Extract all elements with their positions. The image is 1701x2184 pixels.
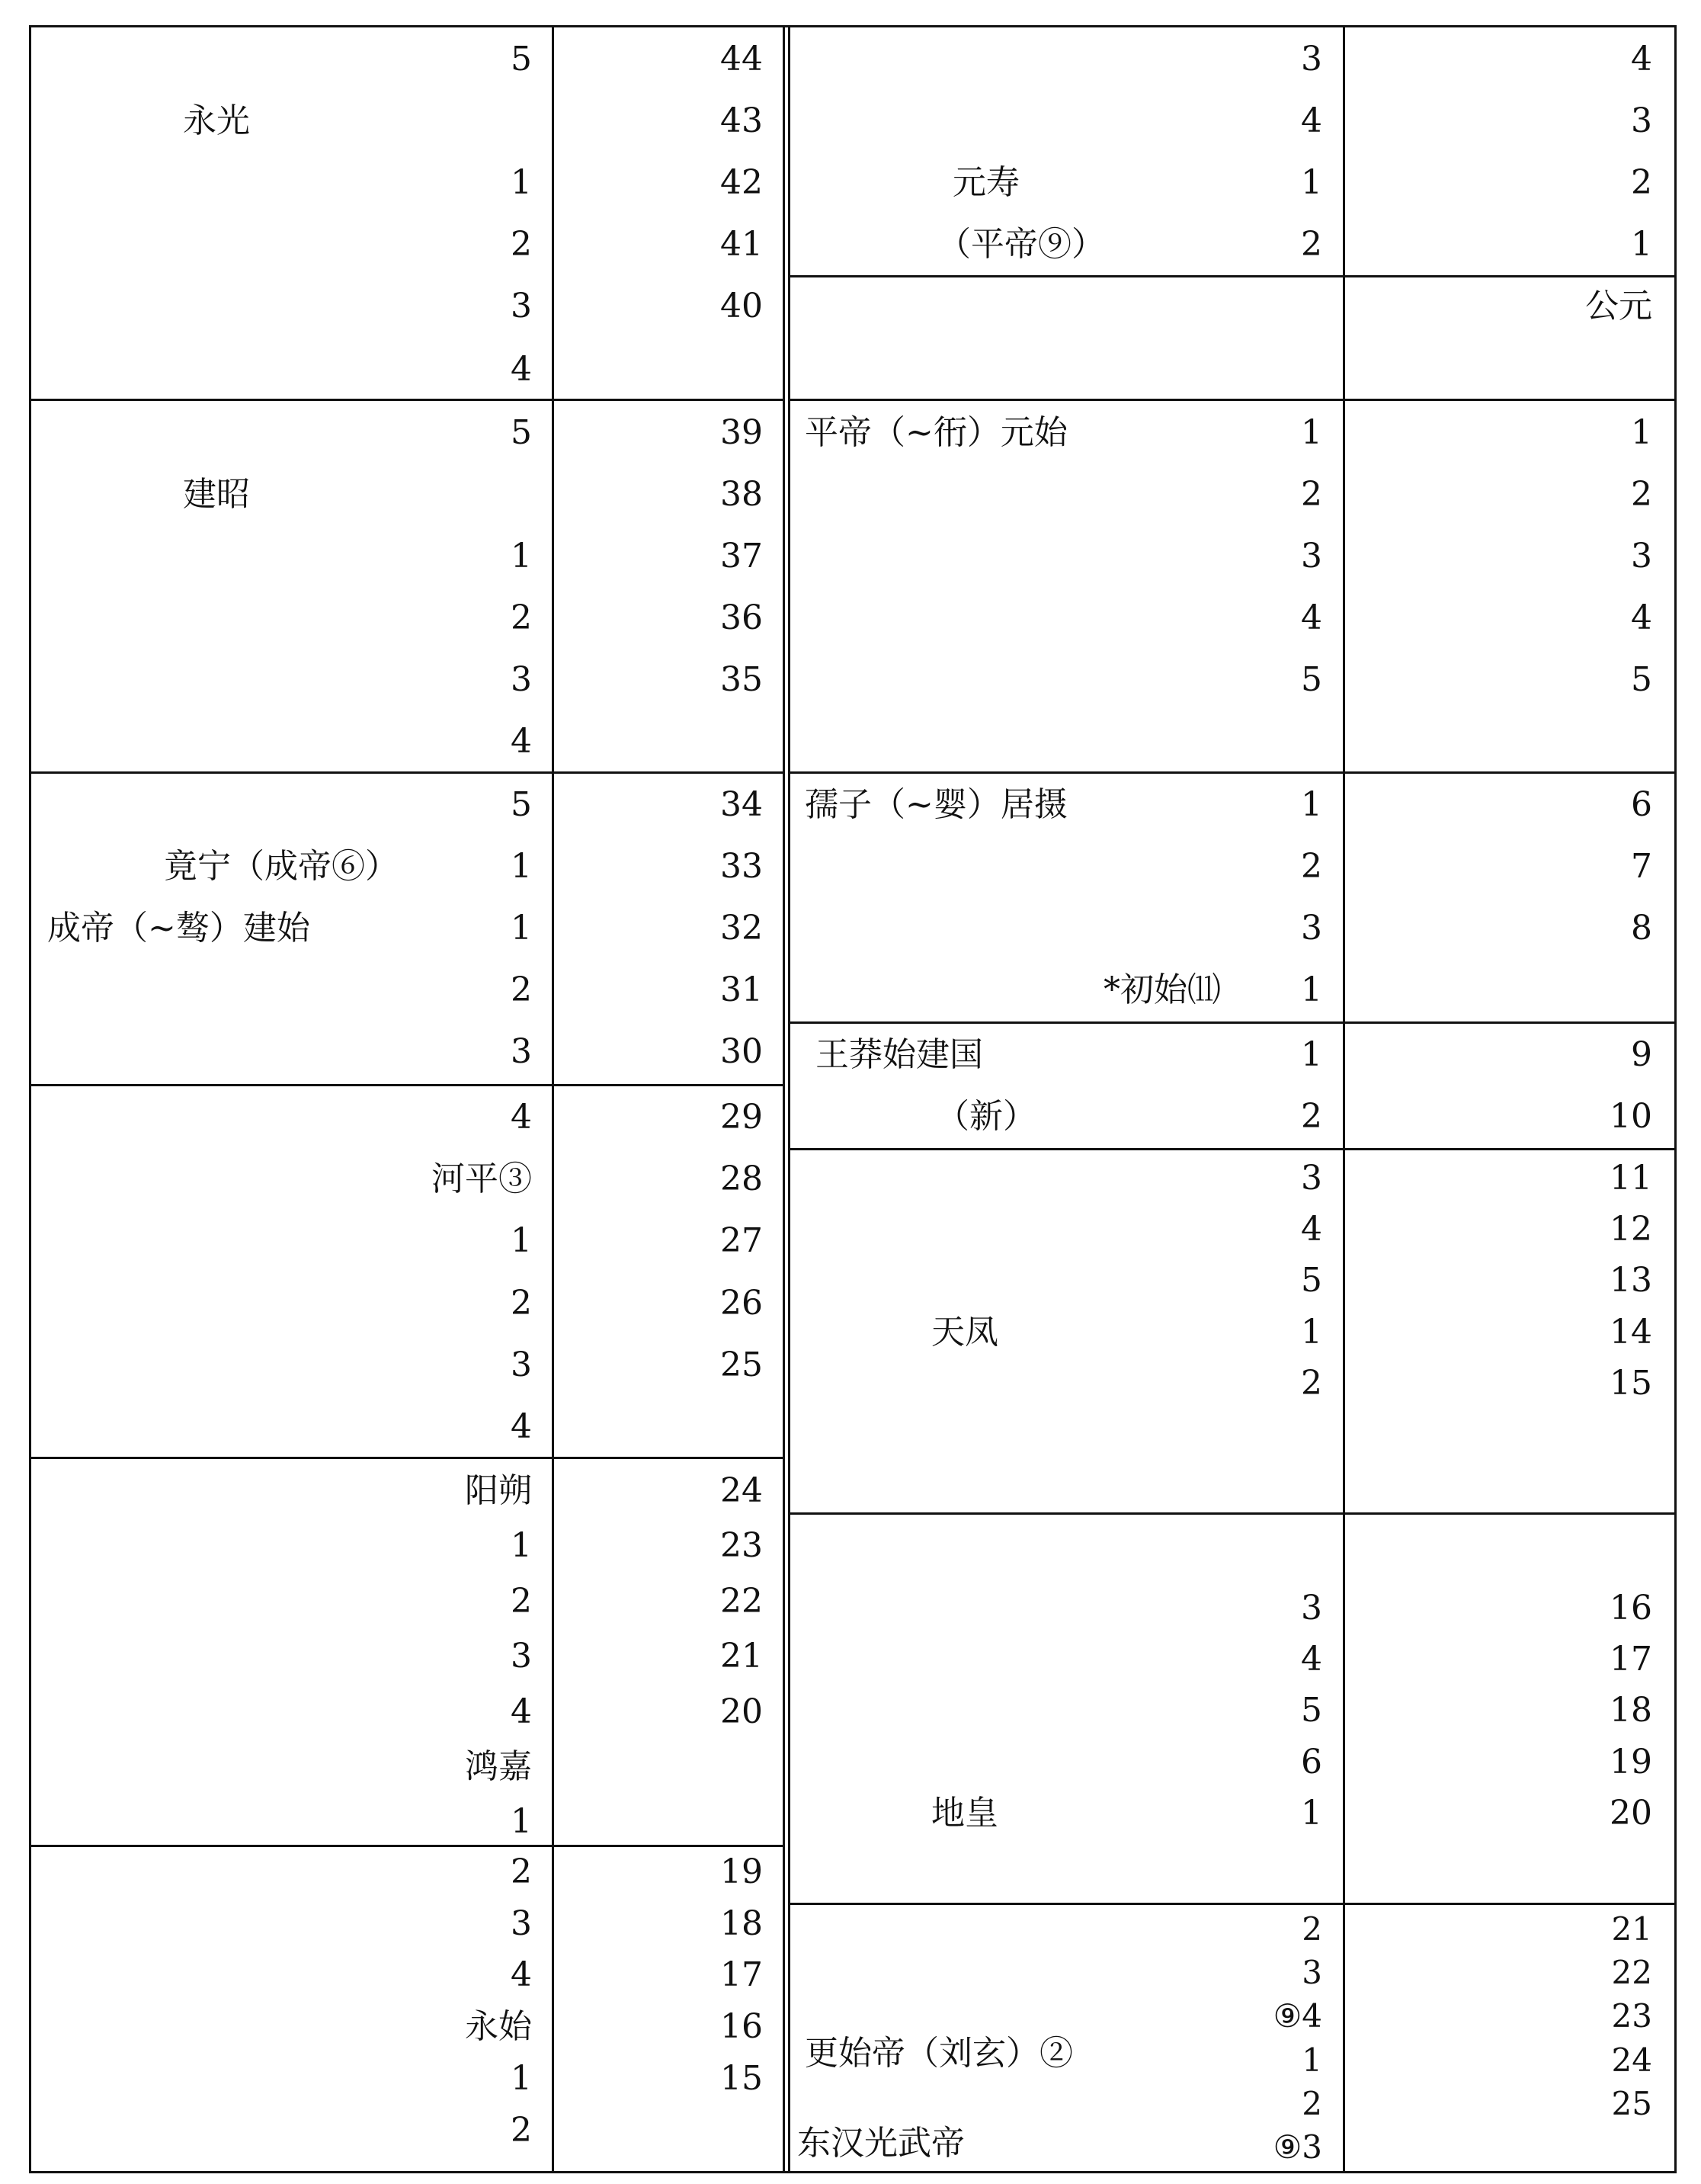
regnal-year: 3 <box>1301 40 1322 79</box>
regnal-year: 5 <box>1301 1691 1322 1730</box>
regnal-year: 1 <box>1301 785 1322 824</box>
regnal-year: 5 <box>1301 660 1322 699</box>
bc-year: 41 <box>720 225 763 264</box>
ad-year: 3 <box>1631 101 1652 140</box>
right-sep-7 <box>788 1903 1677 1905</box>
right-col-divider <box>1343 25 1345 2173</box>
era-label: 平帝（~衎）元始 <box>805 413 1068 452</box>
regnal-year: 4 <box>511 1955 532 1994</box>
era-label: 王莽始建国 <box>815 1035 983 1074</box>
regnal-year: 4 <box>511 1407 532 1446</box>
regnal-year: ⑨3 <box>1273 2128 1322 2166</box>
regnal-year: 1 <box>511 2059 532 2098</box>
regnal-year: 2 <box>511 2111 532 2150</box>
bc-year: 18 <box>720 1904 763 1943</box>
bc-year: 20 <box>720 1692 763 1731</box>
regnal-year: 2 <box>1301 475 1322 514</box>
regnal-year: 3 <box>511 1637 532 1676</box>
era-label: （平帝⑨） <box>937 225 1105 264</box>
regnal-year: 2 <box>511 225 532 264</box>
regnal-year: 3 <box>1301 1589 1322 1628</box>
regnal-year: 2 <box>511 1284 532 1323</box>
regnal-year: 2 <box>511 598 532 637</box>
bc-year: 15 <box>720 2059 763 2098</box>
regnal-year: 5 <box>511 413 532 452</box>
bc-year: 21 <box>720 1637 763 1676</box>
regnal-year: 2 <box>1301 1364 1322 1403</box>
right-sep-5 <box>788 1148 1677 1150</box>
era-label: 永光 <box>183 101 250 140</box>
regnal-year: 永始 <box>465 2007 532 2046</box>
bc-year: 44 <box>720 40 763 79</box>
bc-year: 40 <box>720 287 763 326</box>
regnal-year: 2 <box>1301 225 1322 264</box>
regnal-year: 1 <box>1301 1035 1322 1074</box>
right-sep-2 <box>788 399 1677 401</box>
bc-year: 28 <box>720 1159 763 1198</box>
regnal-year: 鸿嘉 <box>465 1747 532 1786</box>
regnal-year: 4 <box>1301 598 1322 637</box>
left-sep-1 <box>29 399 785 401</box>
ad-year: 2 <box>1631 163 1652 202</box>
ad-year: 12 <box>1610 1210 1652 1249</box>
regnal-year: 5 <box>511 785 532 824</box>
regnal-year: 1 <box>1302 2041 1322 2079</box>
era-label: 更始帝（刘玄）② <box>805 2034 1073 2073</box>
bc-year: 34 <box>720 785 763 824</box>
left-sep-2 <box>29 771 785 774</box>
era-label: （新） <box>936 1097 1036 1136</box>
regnal-year: 2 <box>1302 2085 1322 2122</box>
ad-year: 9 <box>1631 1035 1652 1074</box>
bc-year: 19 <box>720 1852 763 1891</box>
regnal-year: 1 <box>1301 163 1322 202</box>
bc-year: 36 <box>720 598 763 637</box>
bc-year: 16 <box>720 2007 763 2046</box>
era-label: 孺子（~婴）居摄 <box>805 785 1068 824</box>
ad-year: 1 <box>1631 413 1652 452</box>
regnal-year: 河平③ <box>431 1159 532 1198</box>
regnal-year: 1 <box>511 1526 532 1565</box>
era-label: 东汉光武帝 <box>797 2124 965 2163</box>
regnal-year: 2 <box>511 970 532 1009</box>
bc-year: 35 <box>720 660 763 699</box>
left-col-divider <box>552 25 554 2173</box>
regnal-year: 4 <box>511 722 532 761</box>
bc-year: 39 <box>720 413 763 452</box>
bc-year: 17 <box>720 1955 763 1994</box>
ad-header: 公元 <box>1585 287 1652 326</box>
regnal-year: 1 <box>1301 1794 1322 1833</box>
regnal-year: 4 <box>1301 1640 1322 1679</box>
regnal-year: 4 <box>1301 1210 1322 1249</box>
regnal-year: 3 <box>1301 537 1322 576</box>
regnal-year: 1 <box>1301 413 1322 452</box>
regnal-year: 1 <box>511 909 532 948</box>
ad-year: 22 <box>1611 1954 1652 1991</box>
regnal-year: 6 <box>1301 1743 1322 1782</box>
ad-year: 10 <box>1610 1097 1652 1136</box>
regnal-year: 5 <box>1301 1261 1322 1300</box>
bc-year: 27 <box>720 1221 763 1260</box>
bc-year: 25 <box>720 1345 763 1384</box>
era-label: 成帝（~骜）建始 <box>47 909 310 948</box>
regnal-year: 3 <box>511 287 532 326</box>
bc-year: 30 <box>720 1032 763 1071</box>
ad-year: 5 <box>1631 660 1652 699</box>
ad-year: 8 <box>1631 909 1652 948</box>
era-label: 天凤 <box>931 1313 998 1352</box>
bc-year: 22 <box>720 1582 763 1621</box>
ad-year: 15 <box>1610 1364 1652 1403</box>
ad-year: 4 <box>1631 40 1652 79</box>
frame-top <box>29 25 1677 27</box>
ad-year: 14 <box>1610 1313 1652 1352</box>
ad-year: 19 <box>1610 1743 1652 1782</box>
ad-year: 17 <box>1610 1640 1652 1679</box>
left-sep-5 <box>29 1845 785 1847</box>
ad-year: 1 <box>1631 225 1652 264</box>
bc-year: 29 <box>720 1098 763 1137</box>
bc-year: 24 <box>720 1471 763 1510</box>
ad-year: 11 <box>1610 1159 1652 1198</box>
regnal-year: 1 <box>511 1221 532 1260</box>
regnal-year: 3 <box>1302 1954 1322 1991</box>
ad-year: 7 <box>1631 847 1652 886</box>
bc-year: 42 <box>720 163 763 202</box>
regnal-year: 4 <box>511 1692 532 1731</box>
regnal-year: 阳朔 <box>465 1471 532 1510</box>
regnal-year: 4 <box>511 350 532 389</box>
ad-year: 25 <box>1611 2085 1652 2122</box>
bc-year: 23 <box>720 1526 763 1565</box>
regnal-year: 5 <box>511 40 532 79</box>
regnal-year: 3 <box>511 1345 532 1384</box>
regnal-year: 1 <box>511 1802 532 1841</box>
ad-year: 6 <box>1631 785 1652 824</box>
regnal-year: ⑨4 <box>1273 1997 1322 2035</box>
ad-year: 3 <box>1631 537 1652 576</box>
left-sep-3 <box>29 1084 785 1086</box>
ad-year: 24 <box>1611 2041 1652 2079</box>
frame-left <box>29 25 31 2173</box>
regnal-year: 3 <box>511 660 532 699</box>
regnal-year: 3 <box>1301 1159 1322 1198</box>
regnal-year: 2 <box>511 1582 532 1621</box>
regnal-year: 1 <box>511 537 532 576</box>
bc-year: 38 <box>720 475 763 514</box>
right-sep-4 <box>788 1021 1677 1024</box>
right-sep-6 <box>788 1512 1677 1515</box>
era-label: 元寿 <box>953 163 1020 202</box>
regnal-year: 3 <box>1301 909 1322 948</box>
bc-year: 33 <box>720 847 763 886</box>
right-sep-1 <box>788 275 1677 277</box>
ad-year: 13 <box>1610 1261 1652 1300</box>
regnal-year: 1 <box>511 847 532 886</box>
frame-right <box>1674 25 1677 2173</box>
regnal-year: 1 <box>1301 1313 1322 1352</box>
regnal-year: 3 <box>511 1032 532 1071</box>
era-label: 地皇 <box>931 1794 998 1833</box>
bc-year: 32 <box>720 909 763 948</box>
regnal-year: 2 <box>1302 1910 1322 1948</box>
bc-year: 26 <box>720 1284 763 1323</box>
ad-year: 16 <box>1610 1589 1652 1628</box>
center-divider-a <box>783 25 785 2173</box>
regnal-year: 1 <box>511 163 532 202</box>
bc-year: 43 <box>720 101 763 140</box>
regnal-year: 2 <box>1301 1097 1322 1136</box>
bc-year: 31 <box>720 970 763 1009</box>
ad-year: 4 <box>1631 598 1652 637</box>
era-label: 建昭 <box>183 475 250 514</box>
center-divider-b <box>788 25 790 2173</box>
right-sep-3 <box>788 771 1677 774</box>
regnal-year: 4 <box>511 1098 532 1137</box>
regnal-year: 3 <box>511 1904 532 1943</box>
ad-year: 2 <box>1631 475 1652 514</box>
era-label: *初始⑾ <box>1104 970 1221 1009</box>
ad-year: 23 <box>1611 1997 1652 2035</box>
regnal-year: 2 <box>511 1852 532 1891</box>
ad-year: 20 <box>1610 1794 1652 1833</box>
bc-year: 37 <box>720 537 763 576</box>
regnal-year: 4 <box>1301 101 1322 140</box>
left-sep-4 <box>29 1457 785 1459</box>
ad-year: 21 <box>1611 1910 1652 1948</box>
frame-bottom <box>29 2171 1677 2173</box>
era-label: 竟宁（成帝⑥） <box>164 847 399 886</box>
regnal-year: 2 <box>1301 847 1322 886</box>
ad-year: 18 <box>1610 1691 1652 1730</box>
regnal-year: 1 <box>1301 970 1322 1009</box>
